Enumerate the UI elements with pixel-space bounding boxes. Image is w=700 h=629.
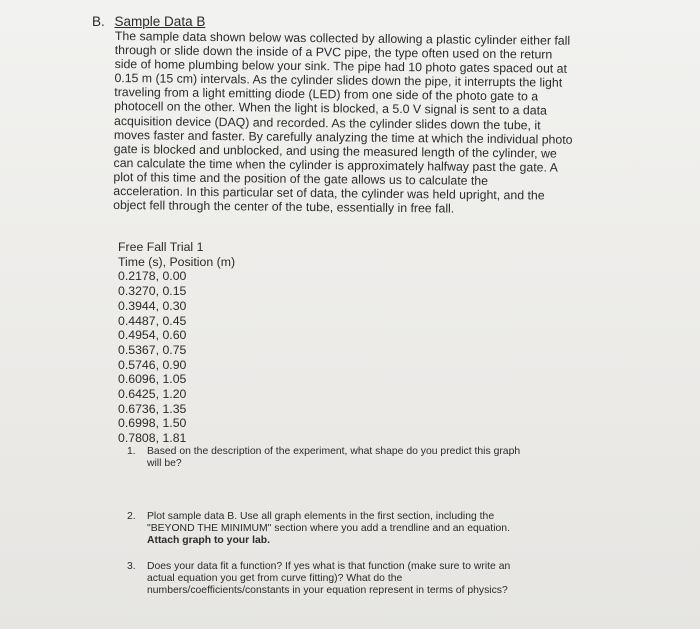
description-line: moves faster and faster. By carefully analyzing the time at which the individual photo [113,127,573,147]
description-line: gate is blocked and unblocked, and using the measured length of the cylinder, we [113,141,557,161]
data-row: 0.5367, 0.75 [118,342,187,357]
description-line: photocell on the other. When the light is blocked, a 5.0 V signal is sent to a data [114,99,547,118]
question-text [147,446,567,470]
description-line: side of home plumbing below your sink. The pipe had 10 photo gates spaced out at [114,57,568,76]
trial-data-block [118,240,235,446]
data-row: 0.7808, 1.81 [118,431,187,446]
section-label: B. [92,14,105,29]
question-line: numbers/coefficients/constants in your equation represent in terms of physics? [147,585,508,597]
data-row: 0.3270, 0.15 [118,284,187,299]
data-row: 0.6736, 1.35 [118,401,187,416]
question-number: 1. [127,446,136,457]
data-row: 0.3944, 0.30 [118,298,187,313]
question-line: Plot sample data B. Use all graph elements in the first section, including the [147,511,495,522]
description-line: object fell through the center of the tube, essentially in free fall. [113,198,455,216]
data-row: 0.2178, 0.00 [118,269,187,284]
description-paragraph [113,29,595,217]
data-row: 0.4954, 0.60 [118,328,187,343]
description-line: traveling from a light emitting diode (LED) from one side of the photo gate to a [114,85,539,104]
data-row: 0.5746, 0.90 [118,357,187,372]
trial-column-headers: Time (s), Position (m) [118,254,236,269]
description-line: 0.15 m (15 cm) intervals. As the cylinder slides down the pipe, it interrupts the light [114,71,563,90]
description-line: plot of this time and the position of the gate allows us to calculate the [113,169,489,188]
description-line: The sample data shown below was collected by allowing a plastic cylinder either fall [114,29,571,48]
data-row: 0.6096, 1.05 [118,372,187,387]
description-line: can calculate the time when the cylinder is approximately halfway past the gate. A [113,155,558,175]
trial-title: Free Fall Trial 1 [118,240,204,254]
description-line: acceleration. In this particular set of data, the cylinder was held upright, and the [113,184,545,203]
question-number: 2. [127,511,136,522]
question-line: will be? [147,458,182,470]
data-row: 0.6425, 1.20 [118,387,187,402]
question-text [147,561,567,598]
question-line: actual equation you get from curve fitting)? What do the [147,573,403,585]
data-row: 0.6998, 1.50 [118,416,187,431]
description-line: through or slide down the inside of a PVC pipe, the type often used on the return [114,43,553,62]
trial-data-list [118,269,235,445]
question-line: Does your data fit a function? If yes what is that function (make sure to write an [147,561,511,572]
question-line: Based on the description of the experiment, what shape do you predict this graph [147,446,521,457]
section-header [92,14,205,29]
section-title: Sample Data B [114,14,206,29]
question-text [147,511,567,548]
description-line: acquisition device (DAQ) and recorded. As the cylinder slides down the tube, it [113,113,541,133]
data-row: 0.4487, 0.45 [118,313,187,328]
question-line: "BEYOND THE MINIMUM" section where you add a trendline and an equation. [147,523,510,535]
question-emphasis: Attach graph to your lab. [147,535,270,547]
question-number: 3. [127,561,136,572]
